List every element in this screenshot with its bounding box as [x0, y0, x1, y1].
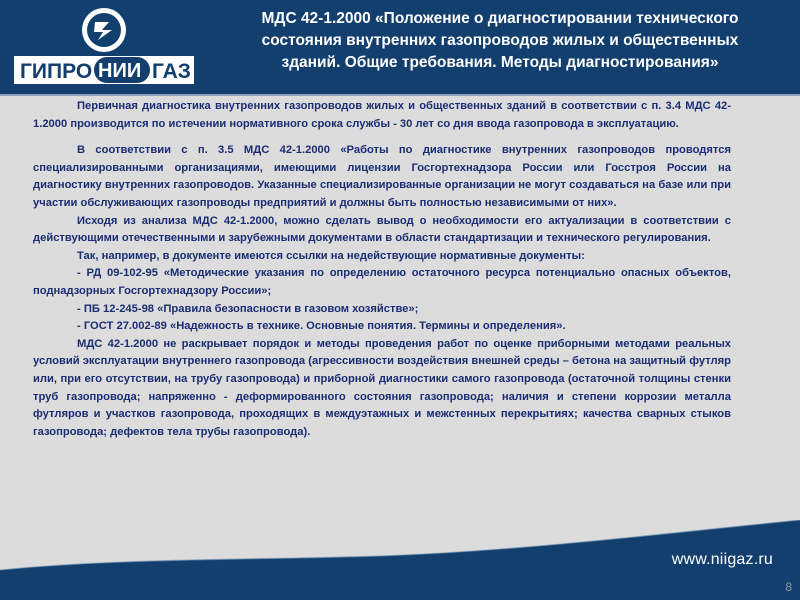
website-link[interactable]: www.niigaz.ru — [671, 551, 773, 568]
header-bar — [0, 0, 800, 96]
svg-text:ГАЗ: ГАЗ — [152, 60, 191, 83]
page-number: 8 — [785, 580, 792, 594]
svg-text:ГИПРО: ГИПРО — [20, 60, 93, 83]
paragraph-outdated-references-intro: Так, например, в документе имеются ссылки на недействующие нормативные документы: — [77, 249, 585, 262]
paragraph-methods-gap: МДС 42-1.2000 не раскрывает порядок и методы проведения работ по оценке приборными методами реальных условий эксплуатации внутреннего газопровода (агрессивности воздействия внешней среды – бетона на защитный футляр или, при его отсутствии, на трубу газопровода) и приборной диагностики самого газопровода (остаточной толщины стенки труб газопровода; напряженно - деформированного состояния газопровода; наличия и степени коррозии металла футляров и участков газопровода, проходящих в междуэтажных и межстенных перекрытиях; качества сварных стыков газопровода; дефектов тела трубы газопровода). — [33, 337, 731, 438]
list-item-rd: - РД 09-102-95 «Методические указания по определению остаточного ресурса потенциально опасных объектов, поднадзорных Госгортехнадзору России»; — [33, 267, 731, 297]
title-line-3: зданий. Общие требования. Методы диагностирования» — [281, 54, 719, 71]
paragraph-specialized-organizations: В соответствии с п. 3.5 МДС 42-1.2000 «Работы по диагностике внутренних газопроводов проводятся специализированными организациями, имеющими лицензии Госгортехнадзора России или Госстроя России на диагностику внутренних газопроводов. Указанные специализированные организации не могут создаваться на базе или при участии обслуживающих газопроводы предприятий и должны быть полностью независимыми от них». — [33, 144, 731, 209]
list-item-gost: - ГОСТ 27.002-89 «Надежность в технике. Основные понятия. Термины и определения». — [77, 320, 566, 333]
body-text — [33, 98, 731, 441]
title-line-2: состояния внутренних газопроводов жилых и общественных — [261, 32, 739, 49]
paragraph-primary-diagnostics: Первичная диагностика внутренних газопроводов жилых и общественных зданий в соответствии с п. 3.4 МДС 42-1.2000 производится по истечении нормативного срока службы - 30 лет со дня ввода газопровода в эксплуатацию. — [33, 100, 731, 130]
slide-title — [210, 8, 790, 74]
company-logo — [4, 4, 204, 90]
paragraph-analysis-conclusion: Исходя из анализа МДС 42-1.2000, можно сделать вывод о необходимости его актуализации в соответствии с действующими отечественными и зарубежными документами в области стандартизации и технического регулирования. — [33, 214, 731, 245]
list-item-pb: - ПБ 12-245-98 «Правила безопасности в газовом хозяйстве»; — [77, 302, 419, 315]
svg-text:НИИ: НИИ — [98, 60, 142, 82]
title-line-1: МДС 42-1.2000 «Положение о диагностировании технического — [261, 10, 739, 27]
